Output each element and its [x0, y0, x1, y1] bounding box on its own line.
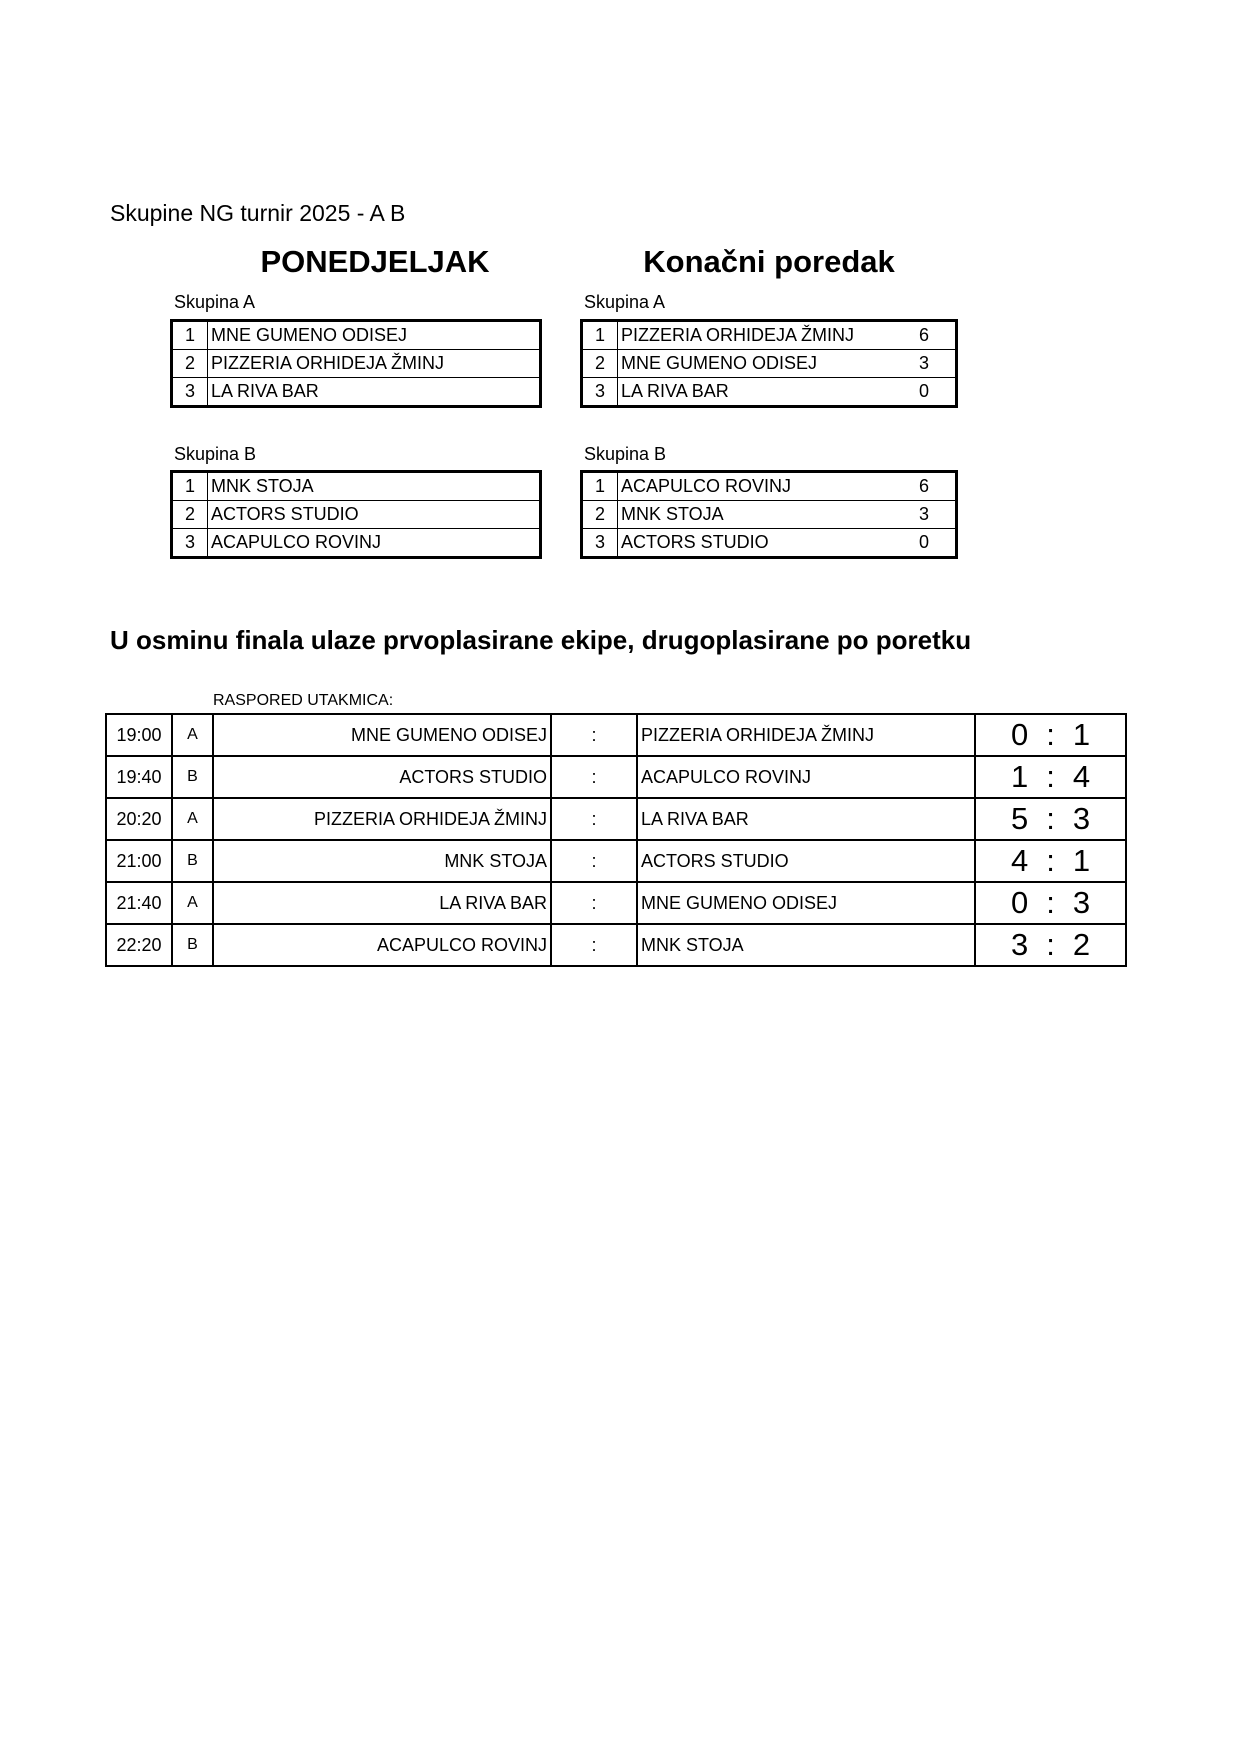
score-separator: :: [1046, 843, 1055, 878]
home-goals: 0: [1010, 717, 1029, 752]
away-goals: 3: [1072, 885, 1091, 920]
rank: 1: [172, 472, 208, 501]
qualification-note: U osminu finala ulaze prvoplasirane ekipe, drugoplasirane po poretku: [110, 625, 972, 655]
away-team: MNK STOJA: [637, 924, 975, 966]
score-separator: :: [1046, 717, 1055, 752]
match-group: A: [172, 798, 213, 840]
table-row: [172, 350, 541, 378]
away-goals: 2: [1072, 927, 1091, 962]
match-row: [106, 840, 1126, 882]
home-team: LA RIVA BAR: [213, 882, 551, 924]
home-team: MNK STOJA: [213, 840, 551, 882]
home-team: MNE GUMENO ODISEJ: [213, 714, 551, 756]
match-score: [975, 924, 1126, 966]
match-score: [975, 798, 1126, 840]
table-row: [172, 472, 541, 501]
away-team: LA RIVA BAR: [637, 798, 975, 840]
vs-separator: :: [551, 882, 637, 924]
table-row: [172, 378, 541, 407]
away-team: ACAPULCO ROVINJ: [637, 756, 975, 798]
team-name: PIZZERIA ORHIDEJA ŽMINJ: [618, 321, 887, 350]
team-name: LA RIVA BAR: [208, 378, 541, 407]
match-group: A: [172, 714, 213, 756]
team-name: PIZZERIA ORHIDEJA ŽMINJ: [208, 350, 541, 378]
match-group: A: [172, 882, 213, 924]
rank: 1: [582, 321, 618, 350]
vs-separator: :: [551, 756, 637, 798]
rank: 1: [172, 321, 208, 350]
points: 0: [886, 378, 957, 407]
score-separator: :: [1046, 801, 1055, 836]
team-name: ACTORS STUDIO: [618, 529, 887, 558]
standings-b-table: [580, 470, 958, 559]
points: 6: [886, 321, 957, 350]
match-row: [106, 924, 1126, 966]
match-time: 19:40: [106, 756, 172, 798]
team-name: MNE GUMENO ODISEJ: [208, 321, 541, 350]
standings-b-label: Skupina B: [584, 444, 667, 464]
day-title: PONEDJELJAK: [260, 244, 490, 279]
document-title: Skupine NG turnir 2025 - A B: [110, 200, 406, 226]
home-goals: 1: [1010, 759, 1029, 794]
home-goals: 5: [1010, 801, 1029, 836]
rank: 2: [582, 350, 618, 378]
home-team: ACAPULCO ROVINJ: [213, 924, 551, 966]
match-row: [106, 756, 1126, 798]
match-score: [975, 882, 1126, 924]
match-time: 21:40: [106, 882, 172, 924]
points: 3: [886, 350, 957, 378]
team-name: ACTORS STUDIO: [208, 501, 541, 529]
away-goals: 4: [1072, 759, 1091, 794]
table-row: [172, 321, 541, 350]
rank: 3: [582, 529, 618, 558]
rank: 3: [172, 378, 208, 407]
team-name: MNE GUMENO ODISEJ: [618, 350, 887, 378]
table-row: [582, 350, 957, 378]
score-separator: :: [1046, 927, 1055, 962]
score-separator: :: [1046, 885, 1055, 920]
group-b-table: [170, 470, 542, 559]
away-goals: 3: [1072, 801, 1091, 836]
points: 3: [886, 501, 957, 529]
rank: 3: [172, 529, 208, 558]
team-name: ACAPULCO ROVINJ: [208, 529, 541, 558]
match-score: [975, 714, 1126, 756]
vs-separator: :: [551, 798, 637, 840]
table-row: [172, 501, 541, 529]
match-time: 19:00: [106, 714, 172, 756]
table-row: [582, 529, 957, 558]
table-row: [582, 472, 957, 501]
match-group: B: [172, 756, 213, 798]
home-team: ACTORS STUDIO: [213, 756, 551, 798]
group-a-table: [170, 319, 542, 408]
team-name: ACAPULCO ROVINJ: [618, 472, 887, 501]
match-time: 22:20: [106, 924, 172, 966]
table-row: [582, 321, 957, 350]
match-schedule-table: [105, 713, 1127, 967]
group-a-label: Skupina A: [174, 292, 256, 312]
rank: 2: [172, 501, 208, 529]
table-row: [172, 529, 541, 558]
team-name: MNK STOJA: [208, 472, 541, 501]
away-goals: 1: [1072, 717, 1091, 752]
match-group: B: [172, 924, 213, 966]
home-goals: 4: [1010, 843, 1029, 878]
points: 0: [886, 529, 957, 558]
match-group: B: [172, 840, 213, 882]
rank: 2: [582, 501, 618, 529]
rank: 1: [582, 472, 618, 501]
standings-a-label: Skupina A: [584, 292, 666, 312]
vs-separator: :: [551, 840, 637, 882]
match-time: 21:00: [106, 840, 172, 882]
away-team: ACTORS STUDIO: [637, 840, 975, 882]
table-row: [582, 501, 957, 529]
home-team: PIZZERIA ORHIDEJA ŽMINJ: [213, 798, 551, 840]
standings-title: Konačni poredak: [643, 244, 895, 279]
away-team: MNE GUMENO ODISEJ: [637, 882, 975, 924]
match-score: [975, 756, 1126, 798]
home-goals: 0: [1010, 885, 1029, 920]
points: 6: [886, 472, 957, 501]
rank: 2: [172, 350, 208, 378]
schedule-label: RASPORED UTAKMICA:: [213, 692, 394, 709]
away-team: PIZZERIA ORHIDEJA ŽMINJ: [637, 714, 975, 756]
team-name: MNK STOJA: [618, 501, 887, 529]
home-goals: 3: [1010, 927, 1029, 962]
score-separator: :: [1046, 759, 1055, 794]
rank: 3: [582, 378, 618, 407]
match-time: 20:20: [106, 798, 172, 840]
match-score: [975, 840, 1126, 882]
team-name: LA RIVA BAR: [618, 378, 887, 407]
table-row: [582, 378, 957, 407]
vs-separator: :: [551, 924, 637, 966]
vs-separator: :: [551, 714, 637, 756]
match-row: [106, 882, 1126, 924]
standings-a-table: [580, 319, 958, 408]
match-row: [106, 798, 1126, 840]
away-goals: 1: [1072, 843, 1091, 878]
match-row: [106, 714, 1126, 756]
group-b-label: Skupina B: [174, 444, 257, 464]
